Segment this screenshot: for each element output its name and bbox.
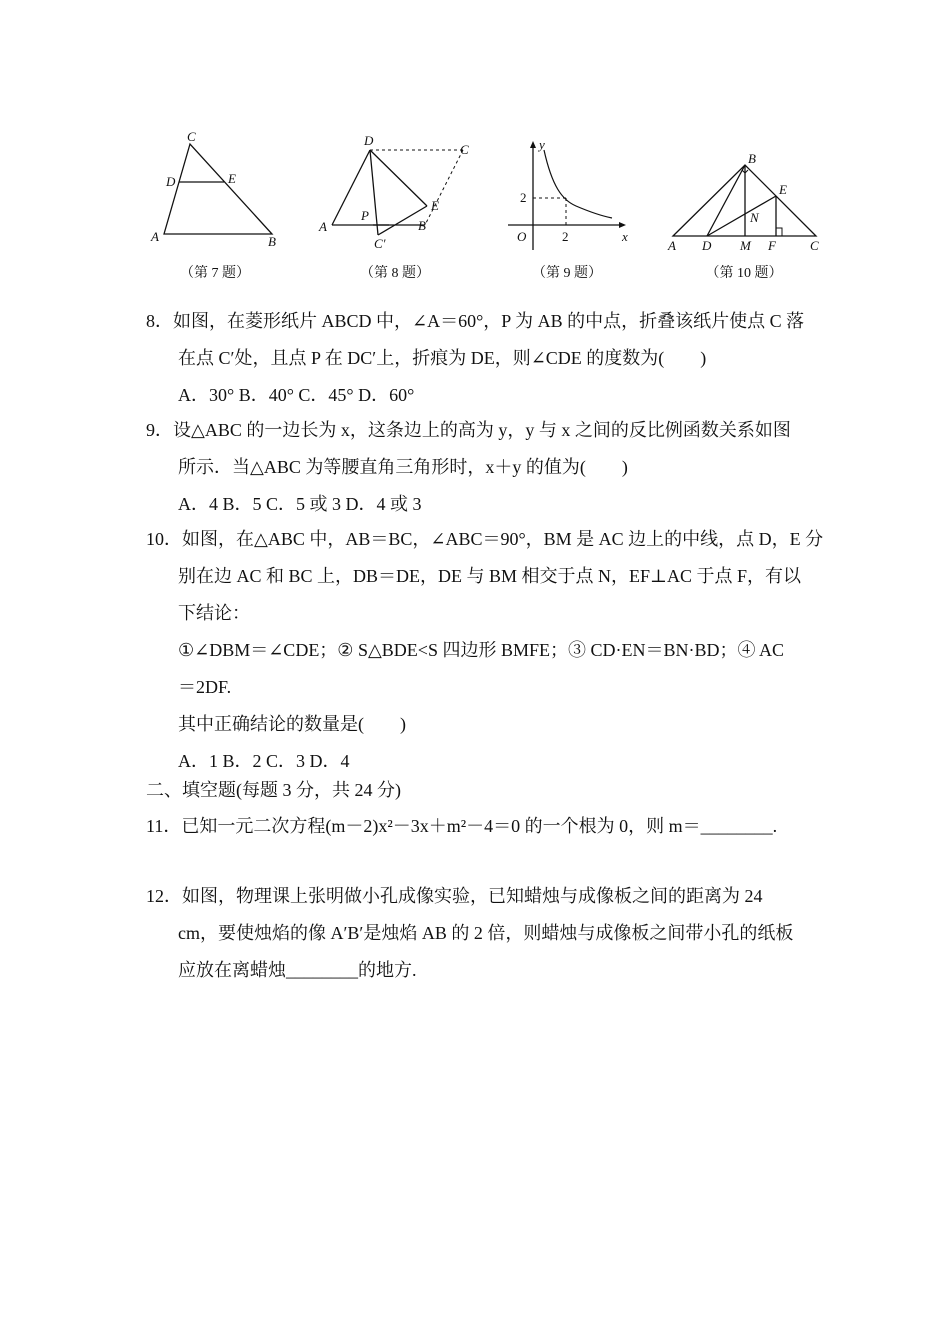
figure-7-diagram: [140, 128, 290, 258]
question-10-conclusions-cont: ＝2DF.: [178, 677, 232, 697]
question-10: [146, 521, 824, 780]
fig8-label-B: B: [418, 218, 426, 233]
fig8-label-C: C: [460, 142, 469, 157]
figures-row: [140, 128, 830, 288]
question-10-stem-line-2: 别在边 AC 和 BC 上，DB＝DE，DE 与 BM 相交于点 N，EF⊥AC 于点 F，有以: [178, 566, 801, 586]
figure-10-diagram: [662, 128, 832, 258]
fig9-label-x-two: 2: [562, 229, 569, 244]
question-12-stem-line-3: 应放在离蜡烛________的地方.: [178, 960, 417, 980]
question-11: [146, 808, 811, 845]
figure-8-diagram: [315, 128, 475, 258]
question-10-stem-line-1: 10．如图，在△ABC 中，AB＝BC，∠ABC＝90°，BM 是 AC 边上的中线，点 D，E 分: [146, 529, 824, 549]
fig7-label-D: D: [166, 174, 176, 189]
figure-9: [500, 128, 640, 258]
fig9-label-O: O: [517, 229, 527, 244]
question-11-stem: 11．已知一元二次方程(m－2)x²－3x＋m²－4＝0 的一个根为 0，则 m＝________.: [146, 816, 778, 836]
question-9-stem-line-2: 所示．当△ABC 为等腰直角三角形时，x＋y 的值为( ): [178, 457, 628, 477]
question-9-stem-line-1: 9．设△ABC 的一边长为 x，这条边上的高为 y，y 与 x 之间的反比例函数关系如图: [146, 420, 791, 440]
question-12-stem-line-1: 12．如图，物理课上张明做小孔成像实验，已知蜡烛与成像板之间的距离为 24: [146, 886, 763, 906]
figure-9-diagram: [500, 128, 640, 258]
figure-10: [662, 128, 832, 258]
fig9-label-y: y: [539, 137, 545, 152]
question-8-stem-line-1: 8．如图，在菱形纸片 ABCD 中，∠A＝60°，P 为 AB 的中点，折叠该纸片使点 C 落: [146, 311, 805, 331]
figure-10-caption: （第 10 题）: [705, 266, 783, 281]
question-8-options: A．30° B．40° C．45° D．60°: [178, 385, 415, 405]
section-2-heading: [146, 772, 811, 809]
question-9-options: A．4 B．5 C．5 或 3 D．4 或 3: [178, 494, 422, 514]
fig8-label-E: E: [431, 198, 439, 213]
fig8-label-D: D: [364, 133, 374, 148]
question-8: [146, 303, 811, 414]
fig9-label-x: x: [622, 229, 628, 244]
fig10-label-B: B: [748, 151, 756, 166]
figure-8-caption: （第 8 题）: [360, 266, 430, 281]
fig8-label-C-prime: C′: [374, 236, 386, 251]
fig7-label-B: B: [268, 234, 276, 249]
fig10-label-D: D: [702, 238, 712, 253]
fig10-label-F: F: [768, 238, 776, 253]
fig7-label-C: C: [187, 129, 196, 144]
fig10-label-N: N: [750, 210, 759, 225]
section-2-title: 二、填空题(每题 3 分，共 24 分): [146, 780, 401, 800]
fig10-label-C: C: [810, 238, 819, 253]
fig7-label-A: A: [151, 229, 159, 244]
figure-9-caption: （第 9 题）: [532, 266, 602, 281]
fig10-label-M: M: [740, 238, 751, 253]
fig9-label-y-two: 2: [520, 190, 527, 205]
figure-8: [315, 128, 475, 258]
question-10-prompt: 其中正确结论的数量是( ): [178, 714, 406, 734]
question-10-options: A．1 B．2 C．3 D．4: [178, 751, 350, 771]
question-9: [146, 412, 811, 523]
fig8-label-P: P: [361, 208, 369, 223]
fig8-label-A: A: [319, 219, 327, 234]
figure-7: [140, 128, 290, 258]
question-10-conclusions: ①∠DBM＝∠CDE；② S△BDE<S 四边形 BMFE；③ CD·EN＝BN·BD；④ AC: [178, 640, 784, 660]
fig10-label-A: A: [668, 238, 676, 253]
fig7-label-E: E: [228, 171, 236, 186]
question-10-stem-line-3: 下结论：: [178, 603, 250, 623]
question-12-stem-line-2: cm，要使烛焰的像 A′B′是烛焰 AB 的 2 倍，则蜡烛与成像板之间带小孔的纸板: [178, 923, 794, 943]
question-8-stem-line-2: 在点 C′处，且点 P 在 DC′上，折痕为 DE，则∠CDE 的度数为( ): [178, 348, 707, 368]
fig10-label-E: E: [779, 182, 787, 197]
figure-7-caption: （第 7 题）: [180, 266, 250, 281]
question-12: [146, 878, 811, 989]
